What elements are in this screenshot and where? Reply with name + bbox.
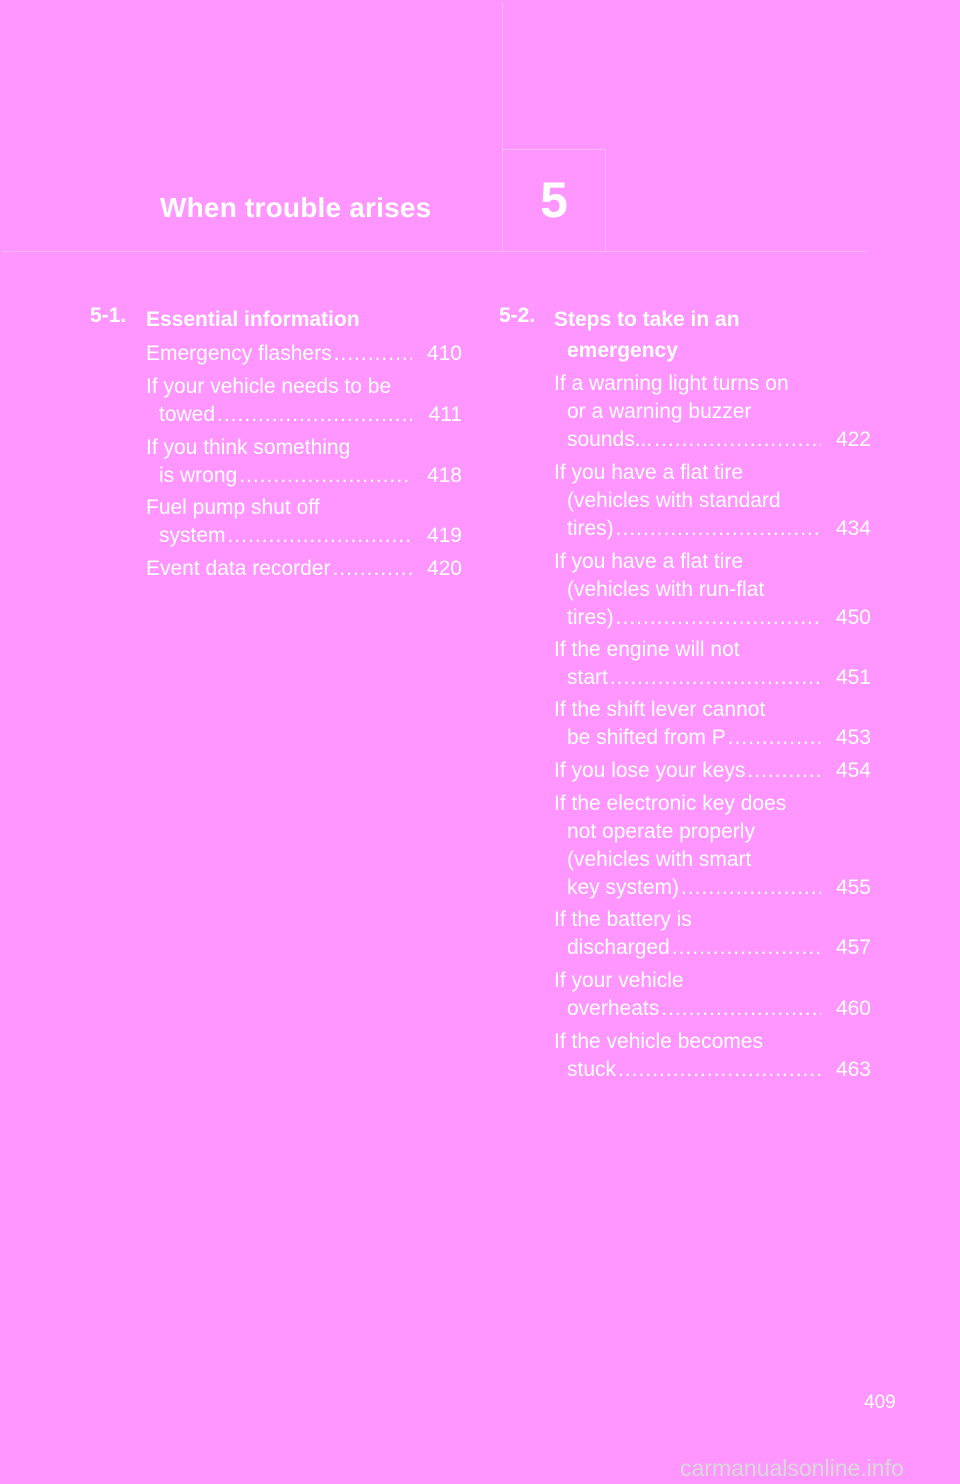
section-number: 5-2. <box>499 304 536 327</box>
chapter-number-tab: 5 <box>502 149 606 252</box>
chapter-title: When trouble arises <box>160 192 432 223</box>
toc-entry[interactable]: Event data recorder ..... 420 <box>146 555 462 583</box>
page-ref: 419 <box>426 524 462 547</box>
page-ref: 420 <box>426 557 462 580</box>
page-ref: 455 <box>835 876 871 899</box>
section-title: Steps to take in an emergency <box>554 308 740 362</box>
toc-entry[interactable]: If your vehicle needs to be towed ..... 411 <box>146 373 462 429</box>
page <box>2 2 958 1480</box>
toc-entry[interactable]: Emergency flashers ..... 410 <box>146 340 462 368</box>
header-horizontal-divider <box>2 251 867 252</box>
page-ref: 410 <box>426 342 462 365</box>
page-ref: 418 <box>426 464 462 487</box>
toc-entry[interactable]: Fuel pump shut off system ..... 419 <box>146 494 462 550</box>
page-ref: 463 <box>835 1058 871 1081</box>
section-title: Essential information <box>146 308 360 331</box>
page-ref: 451 <box>835 666 871 689</box>
toc-entry[interactable]: If the vehicle becomes stuck ..... 463 <box>554 1028 871 1084</box>
toc-entry[interactable]: If the battery is discharged ..... 457 <box>554 906 871 962</box>
section-number: 5-1. <box>90 304 127 327</box>
watermark: carmanualsonline.info <box>680 1455 904 1481</box>
toc-entry[interactable]: If you have a flat tire (vehicles with run-flat tires) ..... 450 <box>554 548 871 632</box>
page-ref: 460 <box>835 997 871 1020</box>
toc-entry[interactable]: If you lose your keys ..... 454 <box>554 757 871 785</box>
toc-entry[interactable]: If the electronic key does not operate properly (vehicles with smart key system) ..... 455 <box>554 790 871 902</box>
toc-entry[interactable]: If the engine will not start ..... 451 <box>554 636 871 692</box>
page-ref: 457 <box>835 936 871 959</box>
page-ref: 454 <box>835 759 871 782</box>
page-ref: 453 <box>835 726 871 749</box>
toc-entry[interactable]: If a warning light turns on or a warning buzzer sounds... ..... 422 <box>554 370 871 454</box>
page-ref: 422 <box>835 428 871 451</box>
toc-entry[interactable]: If the shift lever cannot be shifted from P ..... 453 <box>554 696 871 752</box>
toc-entry[interactable]: If you think something is wrong ..... 418 <box>146 434 462 490</box>
page-ref: 450 <box>835 606 871 629</box>
page-ref: 411 <box>428 403 462 426</box>
page-ref: 434 <box>835 517 871 540</box>
toc-entry[interactable]: If your vehicle overheats ..... 460 <box>554 967 871 1023</box>
page-number: 409 <box>864 1392 896 1413</box>
toc-entry[interactable]: If you have a flat tire (vehicles with standard tires) ..... 434 <box>554 459 871 543</box>
